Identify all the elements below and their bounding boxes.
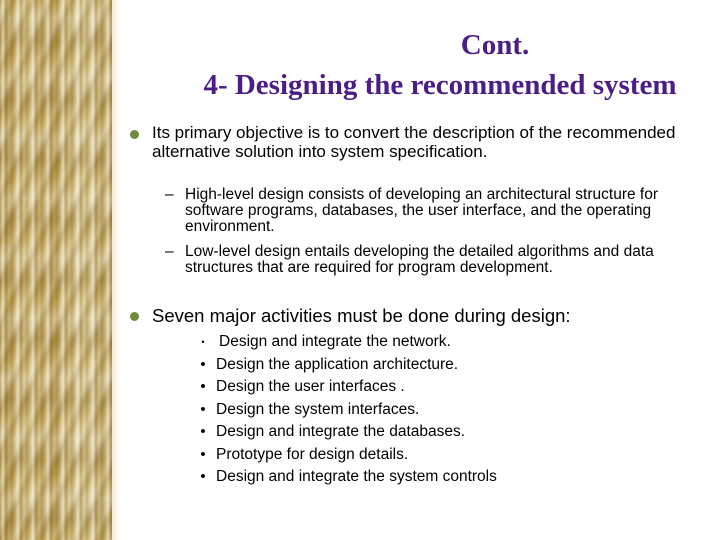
list-item-text: Design and integrate the system controls: [216, 468, 497, 485]
bullet-icon: •: [200, 445, 206, 463]
list-item-text: Design the application architecture.: [216, 355, 459, 373]
list-item: [197, 421, 617, 444]
dash-icon: –: [165, 186, 174, 203]
list-item-text: Design the system interfaces.: [216, 400, 420, 418]
bullet-dot-icon: [130, 312, 139, 321]
bullet-seven-activities: [130, 305, 690, 327]
bullet-icon: •: [200, 378, 206, 395]
slide-title: [120, 28, 720, 104]
list-item-text: Design and integrate the databases.: [216, 423, 466, 440]
bullet-primary-objective: [130, 123, 690, 161]
list-item: [197, 331, 617, 354]
dash-icon: –: [165, 243, 174, 260]
bullet-text: Its primary objective is to convert the description of the recommended alternative solution into system specification.: [152, 123, 676, 161]
activities-list: [197, 331, 617, 489]
bullet-icon: •: [201, 337, 205, 347]
bullet-text: Seven major activities must be done during design:: [152, 305, 571, 326]
list-item-text: Design and integrate the network.: [219, 333, 451, 350]
bullet-icon: •: [200, 423, 206, 440]
sub-item-text: Low-level design entails developing the detailed algorithms and data structures that are required for program development.: [185, 243, 654, 276]
title-line-2: 4- Designing the recommended system: [203, 69, 677, 101]
list-item-text: Prototype for design details.: [216, 445, 409, 463]
list-item: [197, 466, 617, 489]
border-edge: [112, 0, 118, 540]
bullet-icon: •: [200, 355, 206, 373]
list-item: [197, 354, 617, 377]
bullet-icon: •: [200, 400, 206, 418]
list-item: [197, 376, 617, 399]
title-line-1: Cont.: [460, 29, 530, 61]
list-item: [197, 399, 617, 422]
list-item: [197, 444, 617, 467]
bullet-icon: •: [200, 468, 206, 485]
border-texture: [0, 0, 118, 540]
sub-item-high-level: [165, 187, 695, 235]
bullet-dot-icon: [130, 130, 139, 139]
sub-item-low-level: [165, 244, 695, 276]
list-item-text: Design the user interfaces .: [216, 378, 405, 395]
gold-marble-border: [0, 0, 118, 540]
sub-item-text: High-level design consists of developing an architectural structure for software programs, databases, the user interface, and the operating environment.: [185, 186, 658, 235]
